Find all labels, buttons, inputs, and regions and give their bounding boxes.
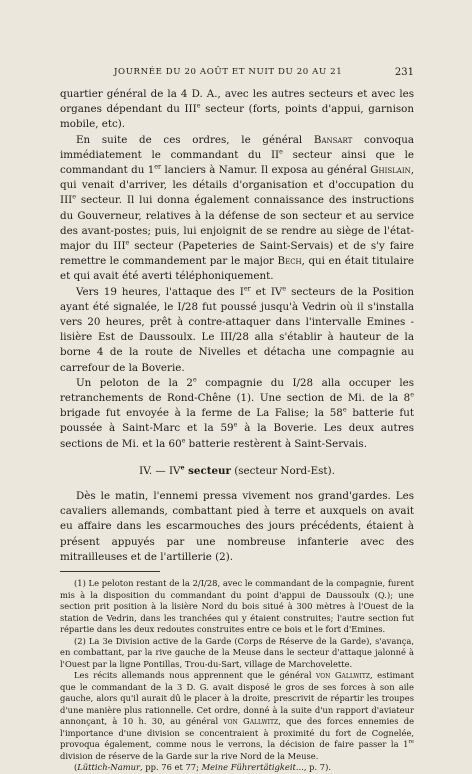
page-number: 231 bbox=[394, 67, 414, 78]
paragraph-4: Un peloton de la 2e compagnie du I/28 alla occuper les retranchements de Rond-Chêne (1). Une section de Mi. de la 8e brigade fut envoyée à la ferme de La Falise; la 58e batterie fut poussée à Saint-Marc et la 59e à la Boverie. Les deux autres sections de Mi. et la 60e batterie restèrent à Saint-Servais. bbox=[60, 375, 415, 450]
paragraph-1: quartier général de la 4 D. A., avec les autres secteurs et avec les organes dépendant du IIIe secteur (forts, points d'appui, garnison mobile, etc). bbox=[60, 88, 415, 131]
footnotes bbox=[60, 578, 414, 774]
paragraph-2: En suite de ces ordres, le général Bansart convoqua immédiatement le commandant du IIe secteur ainsi que le commandant du 1er lanciers à Namur. Il exposa au général Ghislain, qui venait d'arriver, les détails d'organisation et d'occupation du IIIe secteur. Il lui donna également connaissance des instructions du Gouverneur, relatives à la défense de son secteur et au service des avant-postes; puis, lui enjoignit de se rendre au siège de l'état-major du IIIe secteur (Papeteries de Saint-Servais) et de s'y faire remettre le commandement par le major Bech, qui en était titulaire et qui avait été averti téléphoniquement. bbox=[60, 133, 414, 283]
paragraph-5: Dès le matin, l'ennemi pressa vivement nos grand'gardes. Les cavaliers allemands, combattant pied à terre et auxquels on avait eu affaire dans les escarmouches des jours précédents, étaient à présent appuyés par une nombreuse infanterie avec des mitrailleuses et de l'artillerie (2). bbox=[60, 490, 414, 563]
footnote-rule bbox=[60, 571, 160, 572]
footnote-3: Les récits allemands nous apprennent que le général von Gallwitz, estimant que le commandant de la 3 D. G. avait disposé le gros de ses forces à son aile gauche, alors qu'il aurait dû le placer à la droite, prescrivit de répartir les troupes d'une manière plus rationnelle. Cet ordre, donné à la suite d'un rapport d'aviateur annonçant, à 10 h. 30, au général von Gallwitz, que des forces ennemies de l'importance d'une division se concentraient à proximité du fort de Cognelée, provoqua également, comme nous le verrons, la décision de faire passer la 1re division de réserve de la Garde sur la rive Nord de la Meuse. bbox=[60, 670, 415, 761]
footnote-2: (2) La 3e Division active de la Garde (Corps de Réserve de la Garde), s'avança, en combattant, par la rive gauche de la Meuse dans le secteur d'attaque jalonné à l'Ouest par la ligne Pontillas, Trou-du-Sart, village de Marchovelette. bbox=[60, 635, 414, 669]
footnote-1: (1) Le peloton restant de la 2/I/28, avec le commandant de la compagnie, furent mis à la disposition du commandant du point d'appui de Daussoulx (Q.); une section prit position à la lisière Nord du bois situé à 300 mètres à l'Ouest de la station de Vedrin, dans les tranchées qui y étaient construites; l'autre section fut répartie dans les deux redoutes construites entre ce bois et le fort d'Emines. bbox=[60, 578, 414, 635]
page-body bbox=[60, 87, 414, 774]
paragraph-3: Vers 19 heures, l'attaque des Ier et IVe secteurs de la Position ayant été signalée, le I/28 fut poussé jusqu'à Vedrin où il s'installa vers 20 heures, prêt à contre-attaquer dans l'intervalle Emines - lisière Est de Daussoulx. Le III/28 alla s'établir à hauteur de la borne 4 de la route de Nivelles et détacha une compagnie au carrefour de la Boverie. bbox=[60, 284, 414, 374]
section-heading: IV. — IVe secteur (secteur Nord-Est). bbox=[139, 463, 335, 477]
footnote-4: (Lüttich-Namur, pp. 76 et 77; Meine Führertätigkeit..., p. 7). bbox=[74, 762, 331, 773]
running-header bbox=[52, 67, 414, 81]
running-title: JOURNÉE DU 20 AOÛT ET NUIT DU 20 AU 21 bbox=[114, 67, 343, 77]
